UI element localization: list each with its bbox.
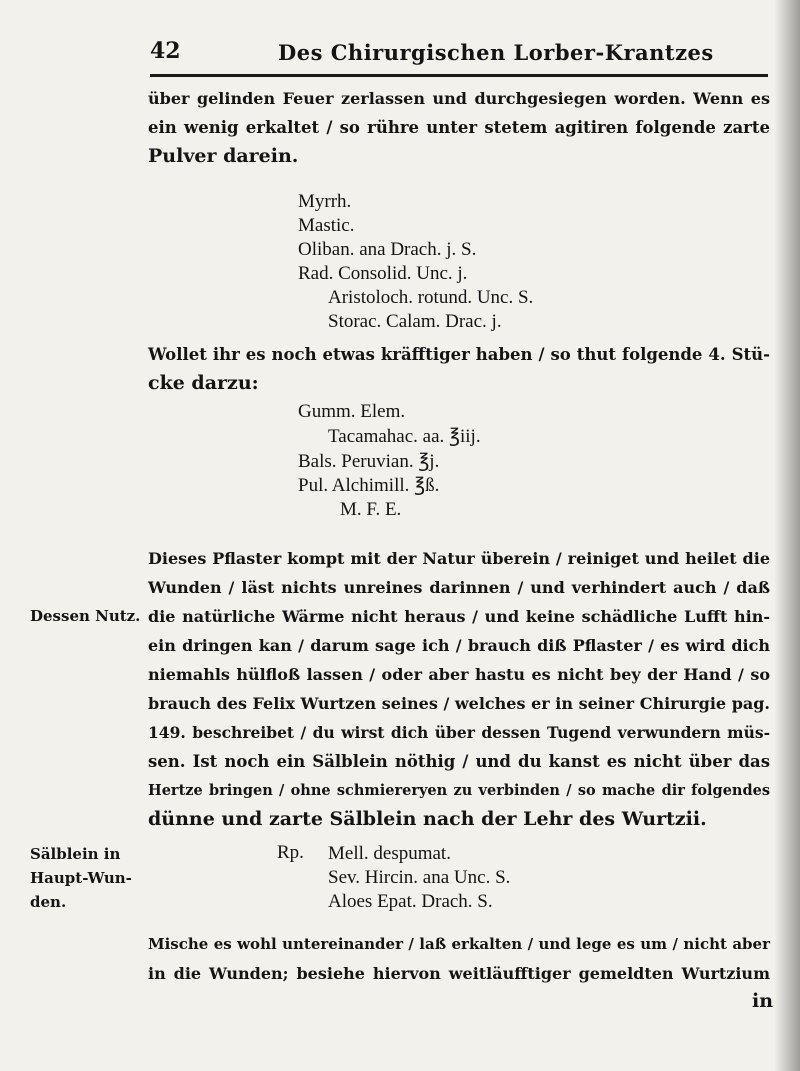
- recipe-line: Rad. Consolid. Unc. j.: [298, 263, 468, 284]
- recipe-line: Aristoloch. rotund. Unc. S.: [328, 287, 534, 308]
- page-header: [150, 36, 770, 70]
- recipe-line: Bals. Peruvian. ℥j.: [298, 451, 440, 472]
- paragraph-1: [148, 84, 770, 171]
- recipe-line: Aloes Epat. Drach. S.: [328, 891, 493, 912]
- recipe-line: Myrrh.: [298, 191, 352, 212]
- text-line: Hertze bringen / ohne schmiereryen zu verbinden / so mache dir folgendes: [148, 782, 770, 799]
- recipe-prefix: Rp.: [277, 842, 304, 863]
- running-title: Des Chirurgischen Lorber-Krantzes: [278, 40, 714, 65]
- recipe-line: Tacamahac. aa. ℥iij.: [328, 426, 481, 447]
- text-line: 149. beschreibet / du wirst dich über dessen Tugend verwundern müs-: [148, 723, 770, 742]
- paragraph-2: [148, 340, 770, 398]
- text-line: brauch des Felix Wurtzen seines / welches er in seiner Chirurgie pag.: [148, 694, 770, 713]
- paragraph-4: [148, 930, 770, 988]
- recipe-line: Oliban. ana Drach. j. S.: [298, 239, 477, 260]
- text-line: niemahls hülfloß lassen / oder aber hastu es nicht bey der Hand / so: [148, 665, 770, 684]
- recipe-line: Storac. Calam. Drac. j.: [328, 311, 502, 332]
- recipe-line: Gumm. Elem.: [298, 401, 406, 422]
- margin-note-line: Sälblein in: [30, 845, 121, 863]
- text-line: sen. Ist noch ein Sälblein nöthig / und du kanst es nicht über das: [148, 752, 770, 771]
- text-line: ein wenig erkaltet / so rühre unter stetem agitiren folgende zarte: [148, 118, 770, 137]
- recipe-line: Mastic.: [298, 215, 355, 236]
- text-line: ein dringen kan / darum sage ich / brauch diß Pflaster / es wird dich: [148, 636, 770, 655]
- text-line: Wollet ihr es noch etwas kräfftiger haben / so thut folgende 4. Stü-: [148, 345, 770, 364]
- text-line: Mische es wohl untereinander / laß erkalten / und lege es um / nicht aber: [148, 935, 770, 953]
- recipe-line: Mell. despumat.: [328, 843, 451, 864]
- text-line: über gelinden Feuer zerlassen und durchgesiegen worden. Wenn es: [148, 89, 770, 108]
- text-line: Wunden / läst nichts unreines darinnen / und verhindert auch / daß: [148, 578, 770, 597]
- recipe-line: Pul. Alchimill. ℥ß.: [298, 475, 440, 496]
- text-line: die natürliche Wärme nicht heraus / und keine schädliche Lufft hin-: [148, 607, 770, 626]
- catchword: in: [752, 990, 774, 1012]
- text-line: in die Wunden; besiehe hiervon weitläufftiger gemeldten Wurtzium: [148, 964, 770, 983]
- page-number: 42: [150, 38, 181, 64]
- text-line: Dieses Pflaster kompt mit der Natur überein / reiniget und heilet die: [148, 549, 770, 568]
- margin-note-salve: [30, 842, 148, 914]
- text-line: cke darzu:: [148, 372, 259, 394]
- text-line: dünne und zarte Sälblein nach der Lehr des Wurtzii.: [148, 808, 707, 830]
- recipe-line: M. F. E.: [340, 499, 402, 520]
- recipe-line: Sev. Hircin. ana Unc. S.: [328, 867, 511, 888]
- margin-note-line: Haupt-Wun-: [30, 869, 132, 887]
- margin-note-line: den.: [30, 893, 67, 911]
- margin-note-use: Dessen Nutz.: [30, 607, 141, 625]
- paragraph-3: [148, 544, 770, 834]
- header-rule: [150, 74, 768, 77]
- text-line: Pulver darein.: [148, 145, 299, 167]
